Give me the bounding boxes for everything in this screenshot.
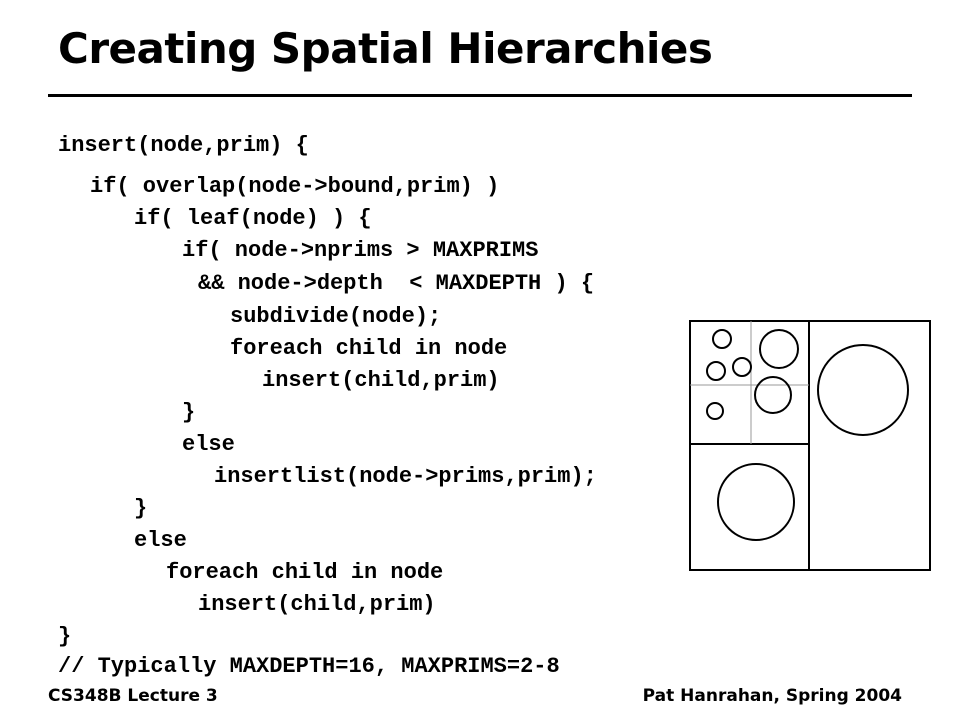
code-line-11: insertlist(node->prims,prim);	[214, 464, 597, 489]
code-line-9: }	[182, 400, 196, 425]
code-line-17: // Typically MAXDEPTH=16, MAXPRIMS=2-8	[58, 654, 560, 679]
primitive-circle	[713, 330, 731, 348]
footer-author: Pat Hanrahan, Spring 2004	[642, 686, 902, 706]
footer-course: CS348B Lecture 3	[48, 686, 218, 706]
title-divider	[48, 94, 912, 97]
primitive-circle	[718, 464, 794, 540]
primitive-circle	[733, 358, 751, 376]
primitive-circle	[755, 377, 791, 413]
code-line-3: if( leaf(node) ) {	[134, 206, 372, 231]
code-line-4: if( node->nprims > MAXPRIMS	[182, 238, 539, 263]
code-line-15: insert(child,prim)	[198, 592, 436, 617]
slide-title: Creating Spatial Hierarchies	[58, 24, 713, 73]
primitive-circle	[760, 330, 798, 368]
code-line-16: }	[58, 624, 72, 649]
primitive-circle	[818, 345, 908, 435]
code-line-13: else	[134, 528, 187, 553]
primitive-circle	[707, 403, 723, 419]
code-line-8: insert(child,prim)	[262, 368, 500, 393]
code-line-5: && node->depth < MAXDEPTH ) {	[198, 271, 595, 296]
quadtree-diagram	[688, 320, 932, 572]
code-line-12: }	[134, 496, 148, 521]
code-line-2: if( overlap(node->bound,prim) )	[90, 174, 500, 199]
code-line-7: foreach child in node	[230, 336, 508, 361]
primitive-circle	[707, 362, 725, 380]
code-line-6: subdivide(node);	[230, 304, 442, 329]
code-line-1: insert(node,prim) {	[58, 133, 309, 158]
code-line-10: else	[182, 432, 235, 457]
code-line-14: foreach child in node	[166, 560, 444, 585]
